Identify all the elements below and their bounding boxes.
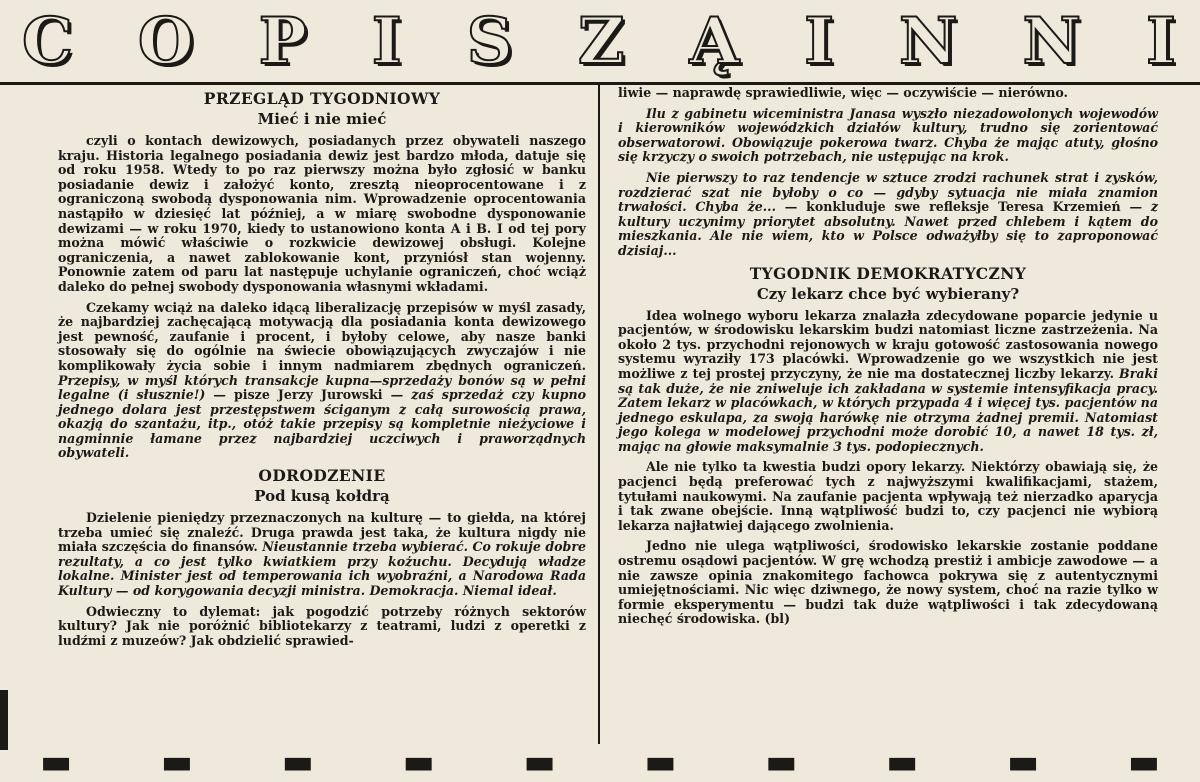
cropped-mark: ▬	[644, 742, 677, 782]
section-title-tygodnik: TYGODNIK DEMOKRATYCZNY	[749, 263, 1027, 283]
masthead-letter: O	[137, 4, 196, 79]
left-margin-bar	[0, 690, 8, 750]
quote: Nie pierwszy to raz tendencje w sztuce zrodzi rachunek strat i zysków, rozdzierać szat nie byłoby o co — gdyby sytuacja nie miała znamion trwałości. Chyba że...	[618, 169, 1158, 215]
masthead-letter: I	[371, 4, 404, 79]
paragraph-continued: liwie — naprawdę sprawiedliwie, więc — oczywiście — nierówno.	[618, 85, 1068, 100]
cropped-letter-tops	[0, 742, 1200, 782]
text-run: Dzielenie pieniędzy przeznaczonych na kulturę — to giełda, na której trzeba umieć się znaleźć. Druga prawda jest taka, że kultura nigdy nie miała szczęścia do finansów.	[58, 510, 586, 555]
section-subtitle-miec: Mieć i nie mieć	[257, 110, 387, 128]
masthead-letter: I	[1145, 4, 1178, 79]
cropped-mark: ▬	[1007, 742, 1040, 782]
section-title-odrodzenie: ODRODZENIE	[258, 466, 386, 486]
masthead-letter: N	[1022, 4, 1083, 79]
masthead-title	[22, 6, 1178, 78]
paragraph: Jedno nie ulega wątpliwości, środowisko lekarskie zostanie poddane ostremu osądowi pacjentów. W grę wchodzą prestiż i ambicje zawodowe — a nie zawsze opinia znakomitego fachowca pokrywa się z autentycznymi umiejętnościami. Nic więc dziwnego, że nowy system, choć na razie tylko w formie eksperymentu — budzi tak duże wątpliwości i tak zdecydowaną niechęć środowiska. (bl)	[618, 538, 1158, 627]
quote: Braki są tak duże, że nie zniweluje ich zakładana w systemie intensyfikacja pracy. Zatem lekarz w placówkach, w których przypada 4 i więcej tys. pacjentów na jednego eskulapa, za swoją harówkę nie otrzyma żadnej premii. Natomiast jego kolega w modelowej przychodni może dorobić 10, a nawet 18 tys. zł, mając na głowie maksymalnie 3 tys. podopiecznych.	[618, 365, 1158, 454]
section-title-przeglad: PRZEGLĄD TYGODNIOWY	[203, 89, 441, 108]
section-subtitle-koldra: Pod kusą kołdrą	[254, 487, 390, 506]
paragraph	[618, 309, 1158, 455]
section-subtitle-lekarz: Czy lekarz chce być wybierany?	[756, 284, 1020, 303]
paragraph: Odwieczny to dylemat: jak pogodzić potrzeby różnych sektorów kultury? Jak nie poróżnić bibliotekarzy z teatrami, ludzi z operetki z ludźmi z muzeów? Jak obdzielić sprawied-	[58, 603, 586, 648]
masthead-letter: Z	[577, 4, 627, 79]
paragraph: czyli o kontach dewizowych, posiadanych przez obywateli naszego kraju. Historia legalnego posiadania dewiz jest bardzo młoda, datuje się od roku 1958. Wtedy to po raz pierwszy można było zgłosić w banku posiadanie dewiz i założyć konto, zresztą nieoprocentowane i z ograniczoną swobodą dysponowania nim. Wprowadzenie oprocentowania nastąpiło w dziesięć lat później, a w miarę swobodne dysponowanie dewizami — w roku 1970, kiedy to ustanowiono konta A i B. I od tej pory można mówić właściwie o rozkwicie dewizowej obsługi. Kolejne ograniczenia, a nawet zablokowanie kont, przyniósł stan wojenny. Ponownie zatem od paru lat następuje uchylanie ograniczeń, choć wciąż daleko do pełnej swobody dysponowania własnymi wkładami.	[58, 133, 586, 294]
text-run: —	[382, 387, 412, 403]
cropped-mark: ▬	[523, 742, 556, 782]
cropped-mark: ▬	[40, 742, 73, 782]
quote: Przepisy, w myśl których transakcje kupna—sprzedaży bonów są w pełni legalne (i słusznie!)	[58, 372, 586, 403]
quote-paragraph: Ilu z gabinetu wiceministra Janasa wyszło niezadowolonych wojewodów i kierowników wojewódzkich działów kultury, trudno się zorientować obserwatorowi. Obowiązuje pokerowa twarz. Chyba że mając atuty, głośno się krzyczy o swoich potrzebach, nie ustępując na krok.	[618, 105, 1158, 165]
right-column	[618, 86, 1158, 633]
masthead-letter: I	[804, 4, 837, 79]
masthead-letter: N	[899, 4, 960, 79]
paragraph	[618, 171, 1158, 259]
bottom-cropped-masthead	[0, 742, 1200, 782]
text-run: — pisze	[205, 387, 278, 403]
cropped-mark: ▬	[402, 742, 435, 782]
cropped-mark: ▬	[1127, 742, 1160, 782]
quote: zaś sprzedaż czy kupno jednego dolara jest przestępstwem ściganym z całą surowością prawa, okazją do szantażu, itp., otóż takie przepisy są kompletnie nieżyciowe i nagminnie łamane przez najbardziej uczciwych i praworządnych obywateli.	[58, 387, 586, 461]
author-name: Jerzy Jurowski	[277, 387, 383, 403]
text-run: — konkluduje swe refleksje	[775, 199, 999, 215]
quote: — z kultury uczynimy priorytet absolutny. Nawet przed chlebem i kątem do mieszkania. Ale nie wiem, kto w Polsce odważyłby się to zaproponować dzisiaj...	[618, 199, 1158, 258]
paragraph	[58, 301, 586, 462]
column-divider	[598, 84, 600, 744]
paragraph: Ale nie tylko ta kwestia budzi opory lekarzy. Niektórzy obawiają się, że pacjenci będą preferować tych z najwyższymi kwalifikacjami, stażem, tytułami naukowymi. Na zaufanie pacjenta wpływają też nierzadko aparycja i tak zwane obejście. Inną wątpliwość budzi to, czy pacjenci nie wybiorą lekarza najłatwiej dającego zwolnienia.	[618, 459, 1158, 533]
left-column	[58, 86, 586, 654]
masthead-letter: P	[258, 4, 309, 79]
cropped-mark: ▬	[765, 742, 798, 782]
text-run: Idea wolnego wyboru lekarza znalazła zdecydowane poparcie jedynie u pacjentów, w środowisku lekarskim budzi natomiast liczne zastrzeżenia. Na około 2 tys. przychodni rejonowych w kraju gotowość zastosowania nowego systemu wyraziły 173 placówki. Wprowadzenie go we wszystkich nie jest możliwe z tej prostej przyczyny, że nie ma dostatecznej liczby lekarzy.	[618, 307, 1158, 381]
masthead-letter: S	[466, 4, 515, 79]
paragraph	[58, 511, 586, 599]
masthead-letter: Ą	[689, 4, 742, 79]
masthead-letter: C	[22, 4, 75, 79]
author-name: Teresa Krzemień	[998, 199, 1121, 215]
masthead	[0, 0, 1200, 85]
text-run: Czekamy wciąż na daleko idącą liberalizację przepisów w myśl zasady, że najbardziej zachęcającą motywacją dla posiadania konta dewizowego jest pewność, zaufanie i procent, i byłoby celowe, aby nasze banki stosowały się do ogólnie na świecie obowiązujących zwyczajów i nie komplikowały życia sobie i innym nadmiarem zbędnych ograniczeń.	[58, 299, 586, 373]
cropped-mark: ▬	[886, 742, 919, 782]
cropped-mark: ▬	[281, 742, 314, 782]
cropped-mark: ▬	[160, 742, 193, 782]
quote: Nieustannie trzeba wybierać. Co rokuje dobre rezultaty, a co jest tylko kwiatkiem przy kożuchu. Decydują władze lokalne. Minister jest od temperowania ich wyobraźni, a Narodowa Rada Kultury — od korygowania decyzji ministra. Demokracja. Niemal ideał.	[58, 539, 587, 599]
